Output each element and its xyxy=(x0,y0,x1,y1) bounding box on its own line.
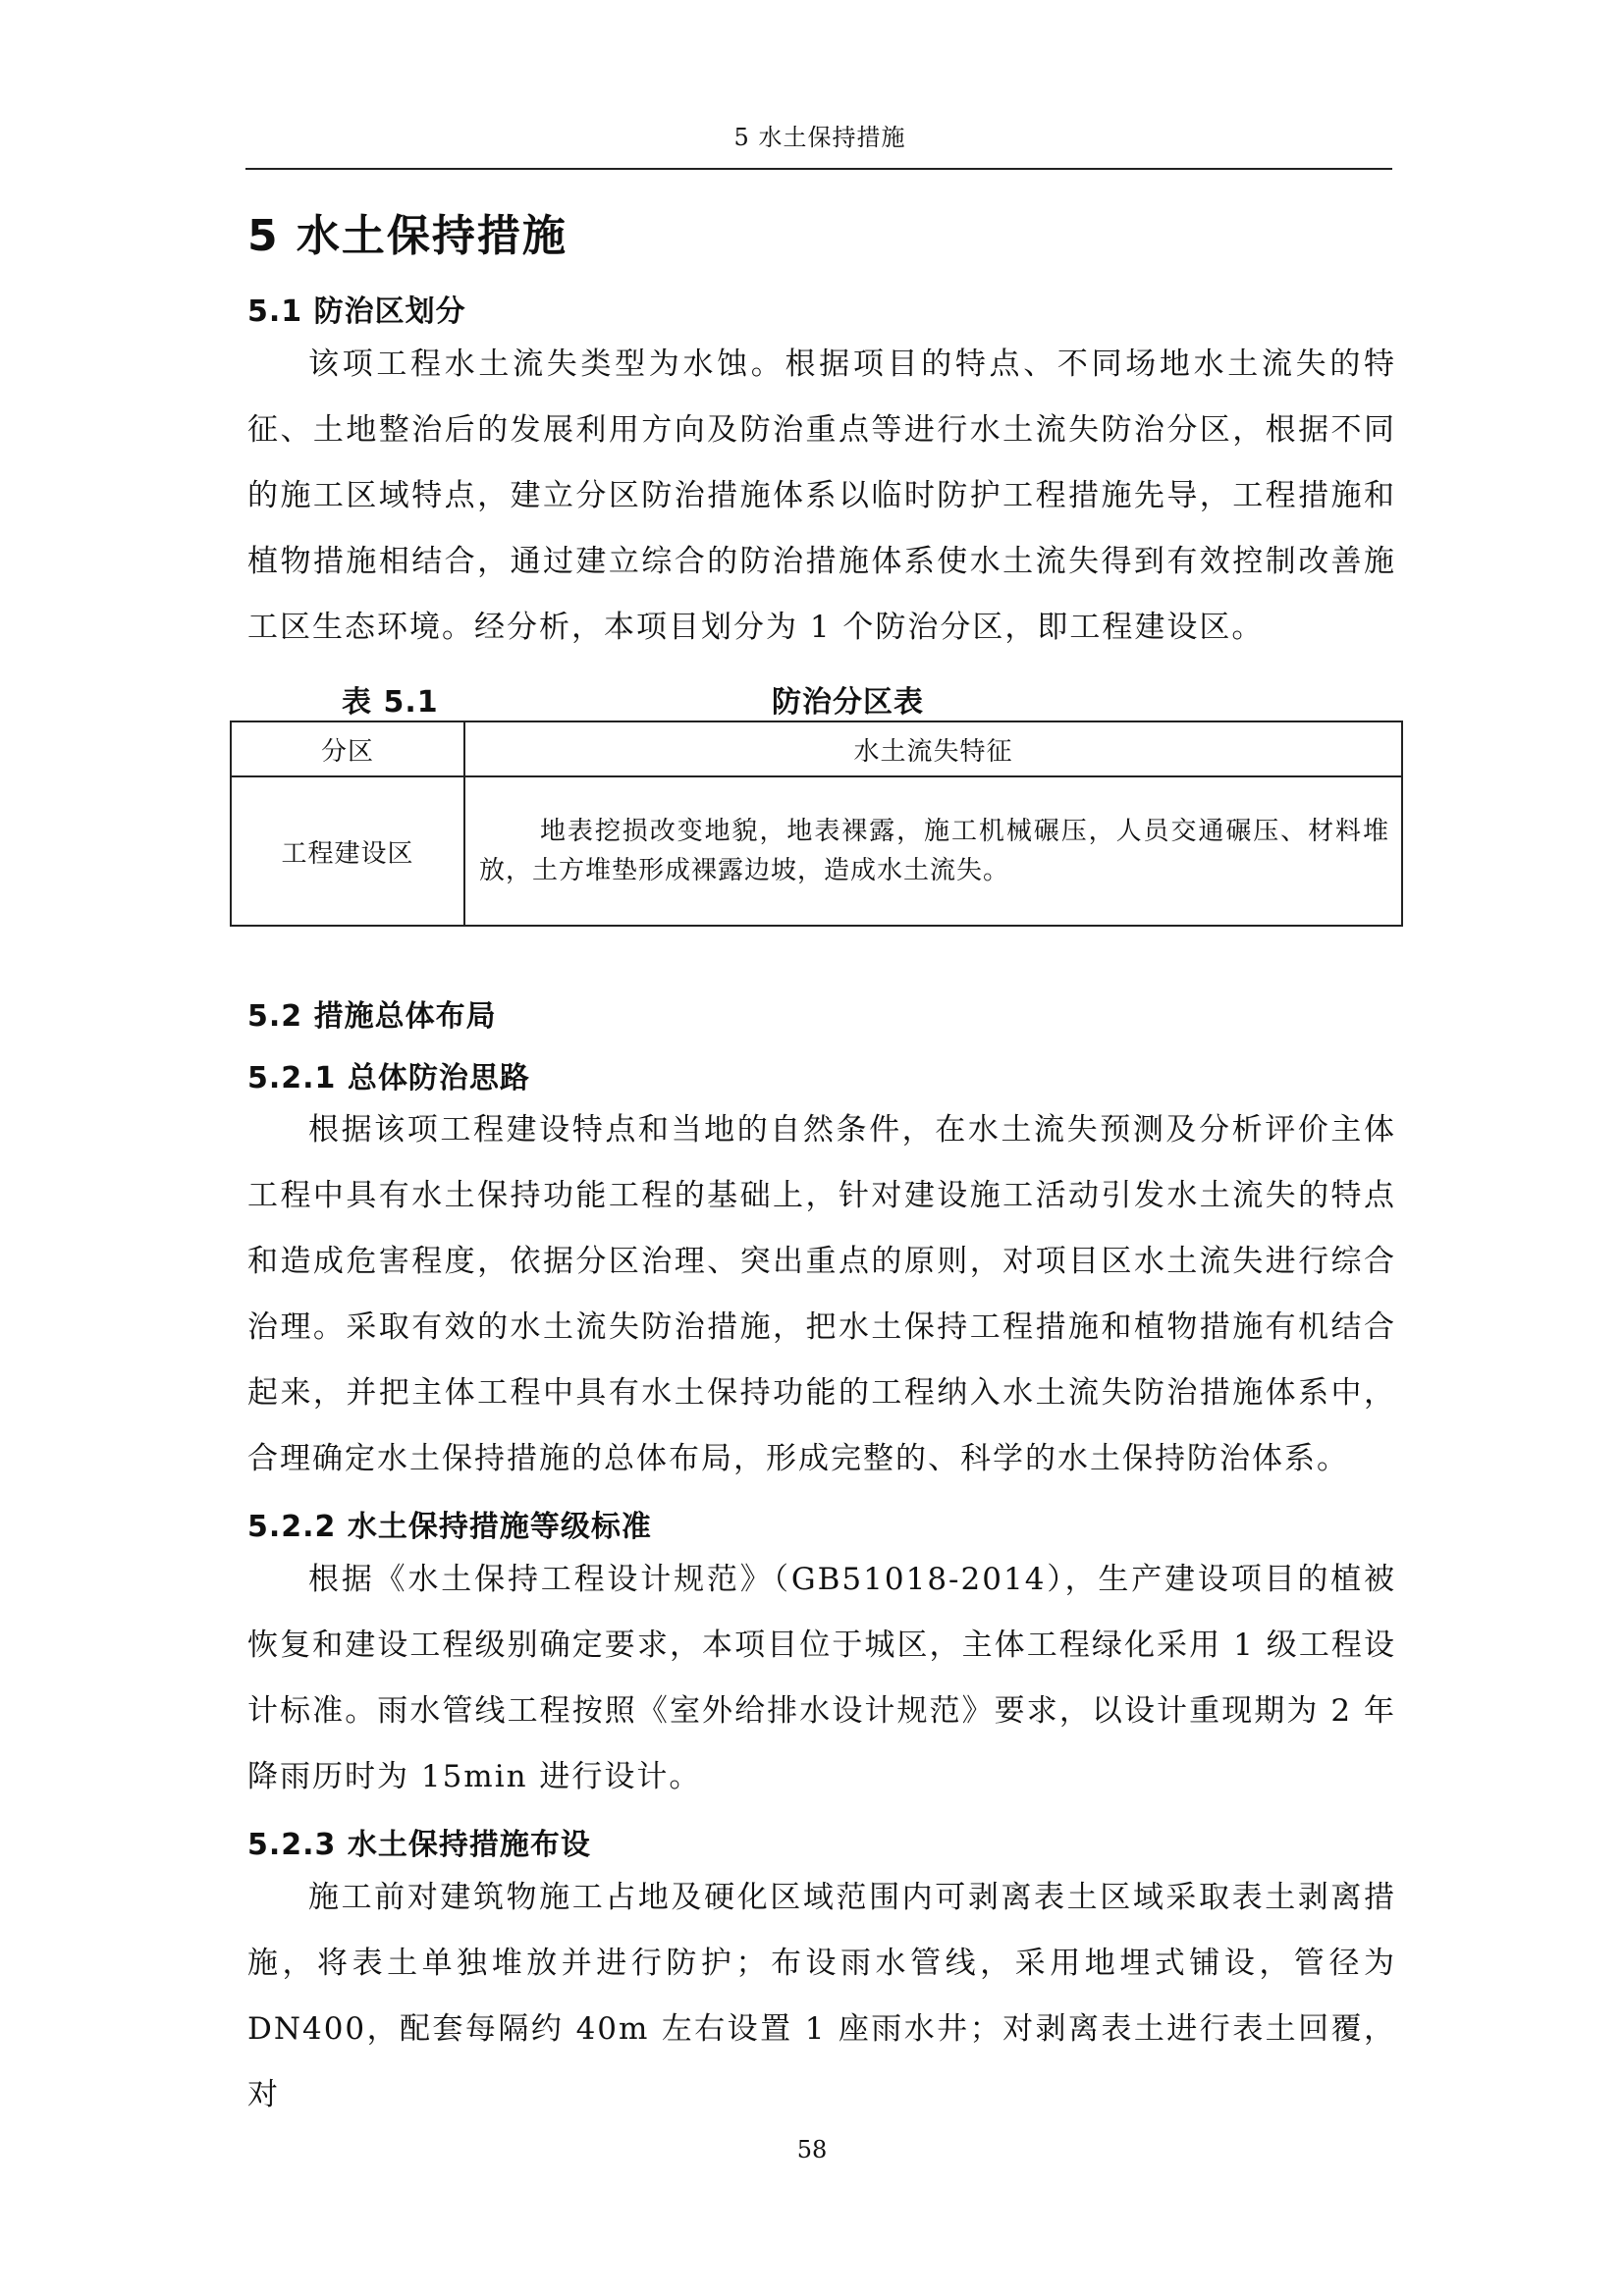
header-divider xyxy=(245,168,1392,170)
zone-table xyxy=(230,721,1403,927)
table-cell-zone: 工程建设区 xyxy=(231,776,464,926)
page-number: 58 xyxy=(796,2136,828,2163)
section-5-2-2-heading: 5.2.2 水土保持措施等级标准 xyxy=(247,1510,652,1544)
chapter-title: 5 水土保持措施 xyxy=(247,211,568,261)
section-5-2-heading: 5.2 措施总体布局 xyxy=(247,999,497,1034)
table-label: 表 5.1 xyxy=(342,685,439,720)
table-cell-feature: 地表挖损改变地貌，地表裸露，施工机械碾压，人员交通碾压、材料堆放，土方堆垫形成裸露边坡，造成水土流失。 xyxy=(464,776,1402,926)
table-row xyxy=(231,776,1402,926)
section-5-2-1-heading: 5.2.1 总体防治思路 xyxy=(247,1061,530,1095)
section-5-2-3-text: 施工前对建筑物施工占地及硬化区域范围内可剥离表土区域采取表土剥离措施，将表土单独堆放并进行防护；布设雨水管线，采用地埋式铺设，管径为 DN400，配套每隔约 40m 左右设置 1 座雨水井；对剥离表土进行表土回覆，对 xyxy=(247,1880,1396,2112)
table-header-zone: 分区 xyxy=(231,721,464,776)
section-5-1-text: 该项工程水土流失类型为水蚀。根据项目的特点、不同场地水土流失的特征、土地整治后的发展利用方向及防治重点等进行水土流失防治分区，根据不同的施工区域特点，建立分区防治措施体系以临时防护工程措施先导，工程措施和植物措施相结合，通过建立综合的防治措施体系使水土流失得到有效控制改善施工区生态环境。经分析，本项目划分为 1 个防治分区，即工程建设区。 xyxy=(247,347,1396,645)
table-title: 防治分区表 xyxy=(772,685,924,720)
section-5-1-heading: 5.1 防治区划分 xyxy=(247,294,466,329)
section-5-2-1-paragraph xyxy=(247,1097,1396,1492)
section-5-2-1-text: 根据该项工程建设特点和当地的自然条件，在水土流失预测及分析评价主体工程中具有水土保持功能工程的基础上，针对建设施工活动引发水土流失的特点和造成危害程度，依据分区治理、突出重点的原则，对项目区水土流失进行综合治理。采取有效的水土流失防治措施，把水土保持工程措施和植物措施有机结合起来，并把主体工程中具有水土保持功能的工程纳入水土流失防治措施体系中，合理确定水土保持措施的总体布局，形成完整的、科学的水土保持防治体系。 xyxy=(247,1112,1396,1476)
section-5-2-3-heading: 5.2.3 水土保持措施布设 xyxy=(247,1828,591,1862)
section-5-2-2-text: 根据《水土保持工程设计规范》（GB51018-2014），生产建设项目的植被恢复和建设工程级别确定要求，本项目位于城区，主体工程绿化采用 1 级工程设计标准。雨水管线工程按照《室外给排水设计规范》要求，以设计重现期为 2 年降雨历时为 15min 进行设计。 xyxy=(247,1562,1396,1794)
table-header-feature: 水土流失特征 xyxy=(464,721,1402,776)
section-5-2-2-paragraph xyxy=(247,1547,1396,1810)
running-header: 5 水土保持措施 xyxy=(733,124,906,151)
table-header-row xyxy=(231,721,1402,776)
section-5-1-paragraph xyxy=(247,332,1396,661)
section-5-2-3-paragraph xyxy=(247,1865,1396,2128)
